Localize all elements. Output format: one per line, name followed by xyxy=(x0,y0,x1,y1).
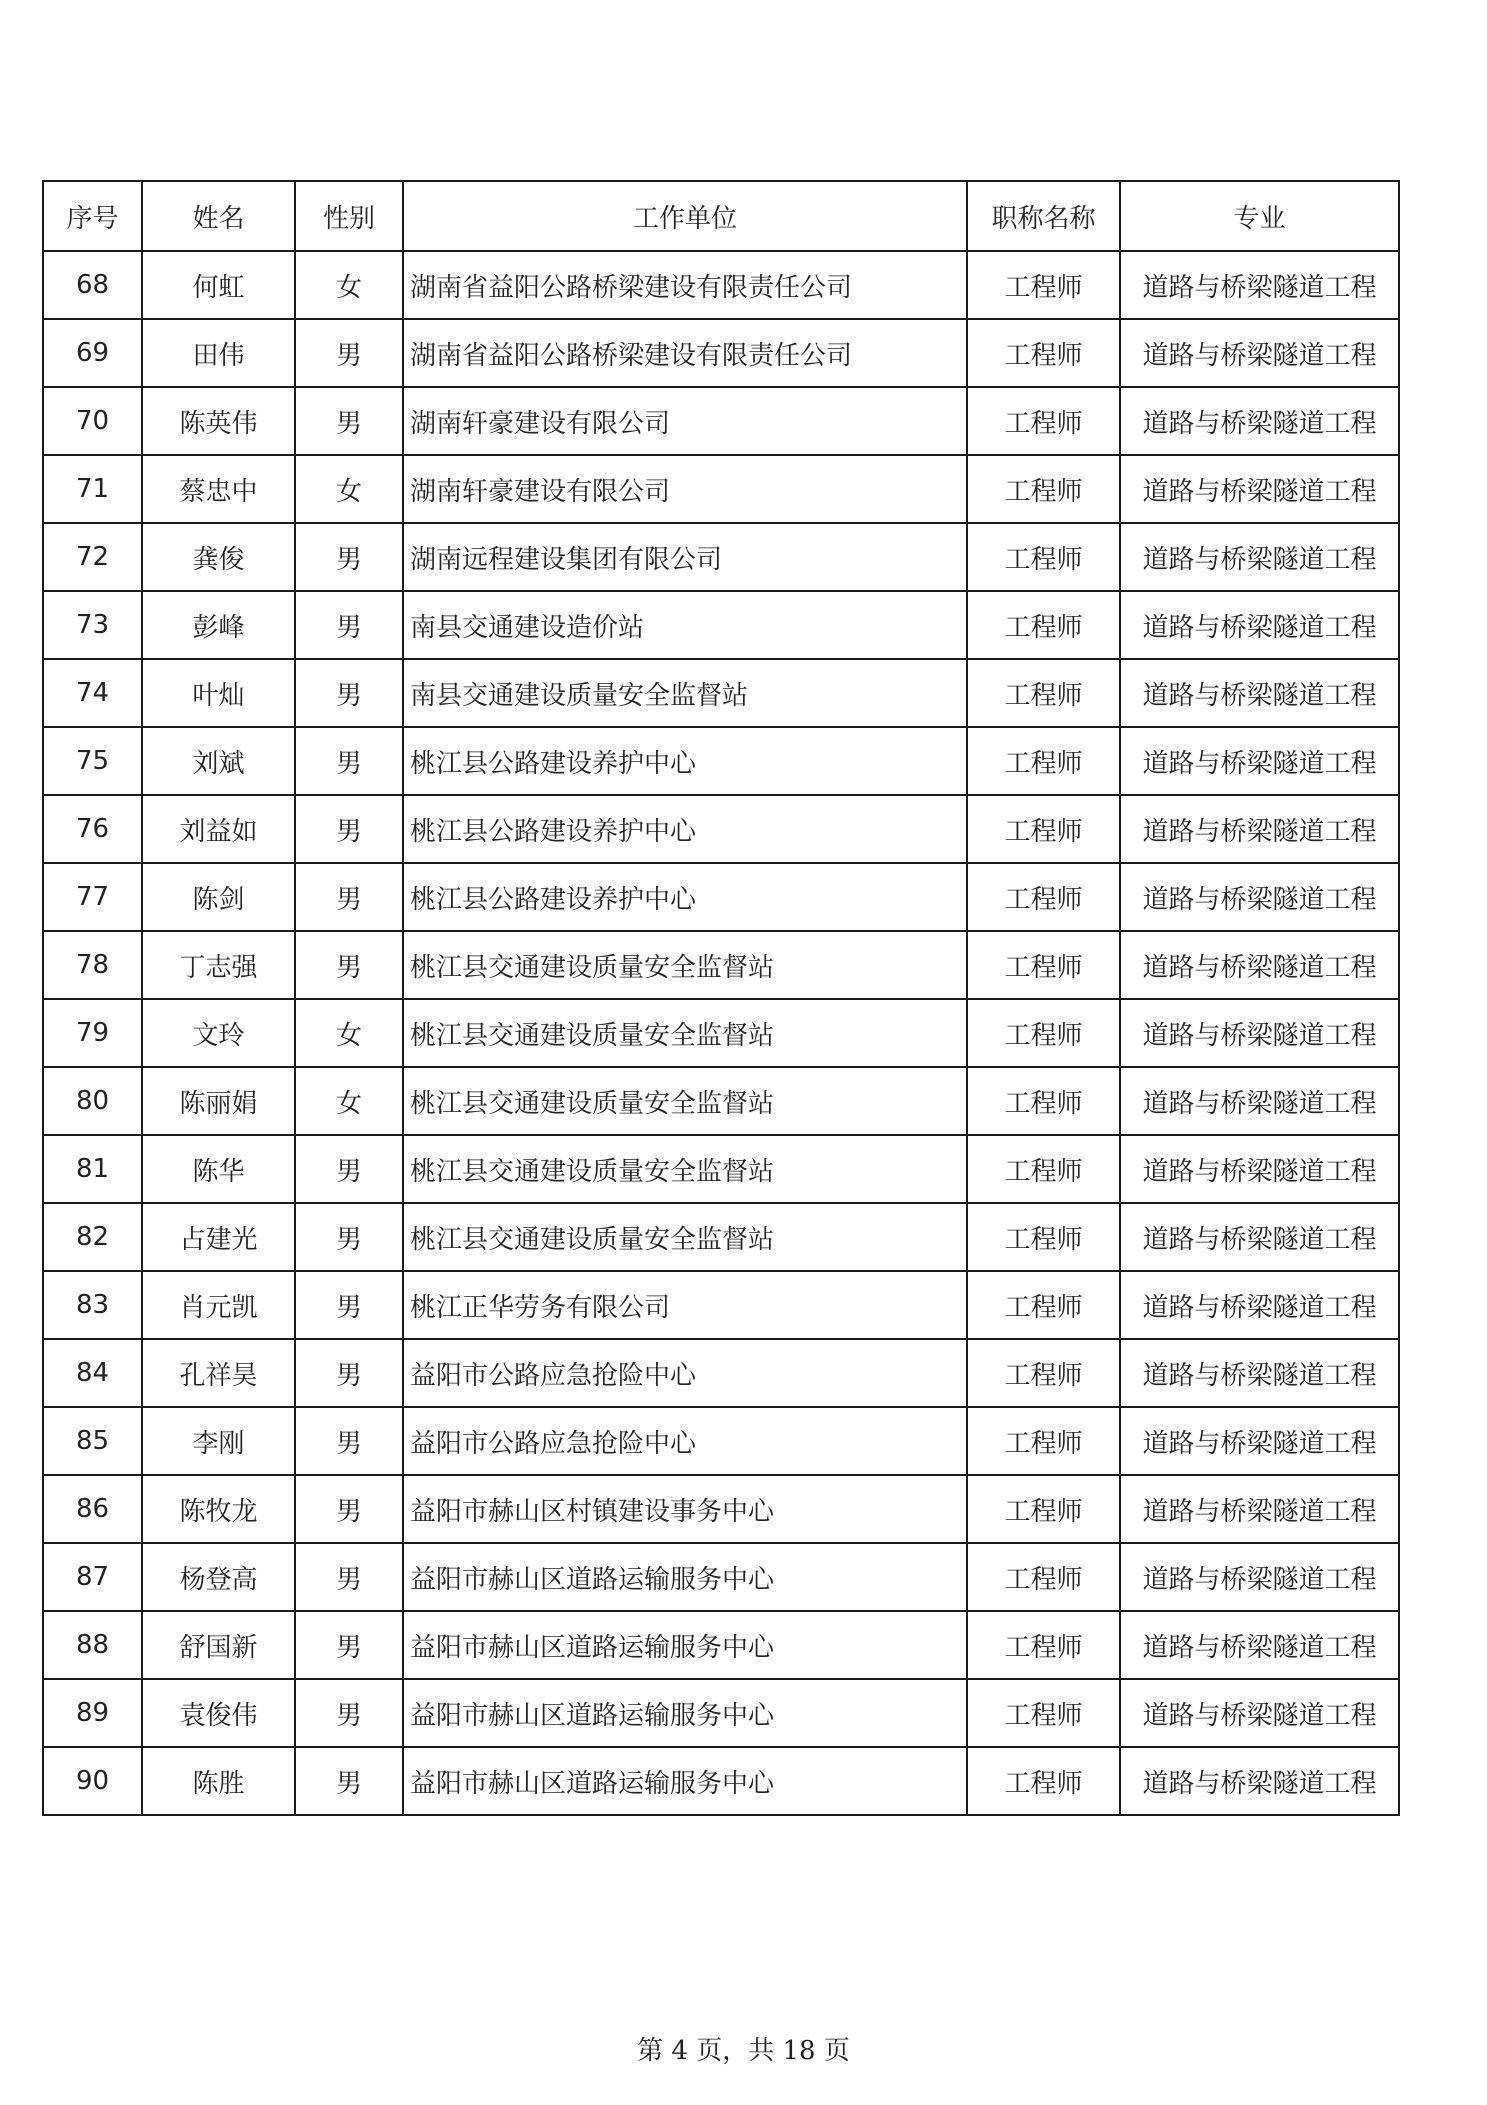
table-row xyxy=(43,1203,1399,1271)
cell-title: 工程师 xyxy=(967,455,1120,523)
cell-name: 刘斌 xyxy=(142,727,295,795)
cell-seq: 84 xyxy=(43,1339,142,1407)
table-row xyxy=(43,863,1399,931)
cell-title: 工程师 xyxy=(967,387,1120,455)
cell-seq: 73 xyxy=(43,591,142,659)
cell-name: 李刚 xyxy=(142,1407,295,1475)
cell-gender: 男 xyxy=(295,727,403,795)
cell-seq: 77 xyxy=(43,863,142,931)
cell-gender: 男 xyxy=(295,1339,403,1407)
cell-name: 陈丽娟 xyxy=(142,1067,295,1135)
cell-name: 何虹 xyxy=(142,251,295,319)
roster-table xyxy=(42,180,1400,1816)
cell-name: 陈华 xyxy=(142,1135,295,1203)
cell-name: 陈英伟 xyxy=(142,387,295,455)
cell-work-unit: 湖南省益阳公路桥梁建设有限责任公司 xyxy=(403,251,967,319)
cell-work-unit: 益阳市公路应急抢险中心 xyxy=(403,1407,967,1475)
cell-title: 工程师 xyxy=(967,999,1120,1067)
cell-title: 工程师 xyxy=(967,1747,1120,1815)
cell-name: 陈胜 xyxy=(142,1747,295,1815)
header-row xyxy=(43,181,1399,251)
cell-work-unit: 湖南远程建设集团有限公司 xyxy=(403,523,967,591)
cell-work-unit: 桃江县交通建设质量安全监督站 xyxy=(403,999,967,1067)
table-row xyxy=(43,591,1399,659)
table-row xyxy=(43,999,1399,1067)
cell-title: 工程师 xyxy=(967,795,1120,863)
cell-specialty: 道路与桥梁隧道工程 xyxy=(1120,1407,1399,1475)
cell-seq: 71 xyxy=(43,455,142,523)
cell-work-unit: 桃江县交通建设质量安全监督站 xyxy=(403,1067,967,1135)
cell-gender: 男 xyxy=(295,1543,403,1611)
cell-name: 占建光 xyxy=(142,1203,295,1271)
cell-name: 孔祥昊 xyxy=(142,1339,295,1407)
cell-seq: 81 xyxy=(43,1135,142,1203)
cell-gender: 男 xyxy=(295,659,403,727)
cell-seq: 74 xyxy=(43,659,142,727)
cell-gender: 男 xyxy=(295,931,403,999)
cell-specialty: 道路与桥梁隧道工程 xyxy=(1120,795,1399,863)
cell-work-unit: 桃江县公路建设养护中心 xyxy=(403,863,967,931)
cell-specialty: 道路与桥梁隧道工程 xyxy=(1120,659,1399,727)
cell-seq: 70 xyxy=(43,387,142,455)
cell-specialty: 道路与桥梁隧道工程 xyxy=(1120,319,1399,387)
cell-seq: 90 xyxy=(43,1747,142,1815)
cell-seq: 89 xyxy=(43,1679,142,1747)
table-row xyxy=(43,1475,1399,1543)
cell-work-unit: 益阳市公路应急抢险中心 xyxy=(403,1339,967,1407)
cell-gender: 男 xyxy=(295,1747,403,1815)
cell-seq: 86 xyxy=(43,1475,142,1543)
cell-work-unit: 益阳市赫山区道路运输服务中心 xyxy=(403,1679,967,1747)
cell-gender: 男 xyxy=(295,1271,403,1339)
cell-name: 龚俊 xyxy=(142,523,295,591)
cell-title: 工程师 xyxy=(967,1407,1120,1475)
cell-specialty: 道路与桥梁隧道工程 xyxy=(1120,455,1399,523)
header-gender: 性别 xyxy=(295,181,403,251)
cell-work-unit: 南县交通建设质量安全监督站 xyxy=(403,659,967,727)
cell-gender: 女 xyxy=(295,1067,403,1135)
cell-name: 袁俊伟 xyxy=(142,1679,295,1747)
cell-seq: 82 xyxy=(43,1203,142,1271)
cell-work-unit: 益阳市赫山区道路运输服务中心 xyxy=(403,1611,967,1679)
cell-seq: 83 xyxy=(43,1271,142,1339)
cell-name: 舒国新 xyxy=(142,1611,295,1679)
cell-seq: 72 xyxy=(43,523,142,591)
cell-gender: 女 xyxy=(295,455,403,523)
table-row xyxy=(43,795,1399,863)
cell-work-unit: 南县交通建设造价站 xyxy=(403,591,967,659)
cell-title: 工程师 xyxy=(967,931,1120,999)
cell-name: 文玲 xyxy=(142,999,295,1067)
table-row xyxy=(43,251,1399,319)
cell-gender: 男 xyxy=(295,523,403,591)
cell-gender: 女 xyxy=(295,251,403,319)
cell-title: 工程师 xyxy=(967,1543,1120,1611)
cell-specialty: 道路与桥梁隧道工程 xyxy=(1120,999,1399,1067)
cell-specialty: 道路与桥梁隧道工程 xyxy=(1120,251,1399,319)
cell-name: 陈牧龙 xyxy=(142,1475,295,1543)
cell-gender: 男 xyxy=(295,319,403,387)
cell-gender: 男 xyxy=(295,1407,403,1475)
cell-work-unit: 湖南轩豪建设有限公司 xyxy=(403,387,967,455)
table-row xyxy=(43,455,1399,523)
cell-name: 彭峰 xyxy=(142,591,295,659)
cell-title: 工程师 xyxy=(967,727,1120,795)
cell-title: 工程师 xyxy=(967,1475,1120,1543)
table-row xyxy=(43,727,1399,795)
cell-seq: 68 xyxy=(43,251,142,319)
table-header xyxy=(43,181,1399,251)
cell-title: 工程师 xyxy=(967,1679,1120,1747)
cell-specialty: 道路与桥梁隧道工程 xyxy=(1120,1543,1399,1611)
cell-gender: 男 xyxy=(295,795,403,863)
cell-work-unit: 桃江正华劳务有限公司 xyxy=(403,1271,967,1339)
table-row xyxy=(43,1135,1399,1203)
cell-work-unit: 湖南轩豪建设有限公司 xyxy=(403,455,967,523)
table-row xyxy=(43,1611,1399,1679)
cell-seq: 79 xyxy=(43,999,142,1067)
cell-title: 工程师 xyxy=(967,659,1120,727)
cell-title: 工程师 xyxy=(967,523,1120,591)
header-work-unit: 工作单位 xyxy=(403,181,967,251)
cell-gender: 女 xyxy=(295,999,403,1067)
cell-seq: 87 xyxy=(43,1543,142,1611)
cell-specialty: 道路与桥梁隧道工程 xyxy=(1120,1679,1399,1747)
table-row xyxy=(43,1271,1399,1339)
cell-gender: 男 xyxy=(295,387,403,455)
page-number: 第 4 页，共 18 页 xyxy=(637,2036,850,2066)
cell-name: 田伟 xyxy=(142,319,295,387)
cell-title: 工程师 xyxy=(967,863,1120,931)
table-row xyxy=(43,931,1399,999)
table-row xyxy=(43,1679,1399,1747)
cell-seq: 88 xyxy=(43,1611,142,1679)
table-row xyxy=(43,1339,1399,1407)
cell-specialty: 道路与桥梁隧道工程 xyxy=(1120,1611,1399,1679)
cell-name: 丁志强 xyxy=(142,931,295,999)
cell-gender: 男 xyxy=(295,591,403,659)
table-row xyxy=(43,523,1399,591)
cell-work-unit: 桃江县交通建设质量安全监督站 xyxy=(403,931,967,999)
cell-seq: 80 xyxy=(43,1067,142,1135)
cell-specialty: 道路与桥梁隧道工程 xyxy=(1120,1475,1399,1543)
cell-name: 杨登高 xyxy=(142,1543,295,1611)
cell-specialty: 道路与桥梁隧道工程 xyxy=(1120,931,1399,999)
cell-specialty: 道路与桥梁隧道工程 xyxy=(1120,863,1399,931)
cell-seq: 76 xyxy=(43,795,142,863)
cell-specialty: 道路与桥梁隧道工程 xyxy=(1120,1135,1399,1203)
cell-work-unit: 益阳市赫山区道路运输服务中心 xyxy=(403,1747,967,1815)
cell-work-unit: 桃江县公路建设养护中心 xyxy=(403,795,967,863)
cell-work-unit: 桃江县公路建设养护中心 xyxy=(403,727,967,795)
cell-specialty: 道路与桥梁隧道工程 xyxy=(1120,523,1399,591)
table-row xyxy=(43,319,1399,387)
cell-seq: 75 xyxy=(43,727,142,795)
cell-specialty: 道路与桥梁隧道工程 xyxy=(1120,1067,1399,1135)
cell-name: 叶灿 xyxy=(142,659,295,727)
cell-seq: 78 xyxy=(43,931,142,999)
cell-title: 工程师 xyxy=(967,1611,1120,1679)
cell-title: 工程师 xyxy=(967,1271,1120,1339)
table-row xyxy=(43,387,1399,455)
cell-work-unit: 湖南省益阳公路桥梁建设有限责任公司 xyxy=(403,319,967,387)
cell-work-unit: 益阳市赫山区村镇建设事务中心 xyxy=(403,1475,967,1543)
cell-specialty: 道路与桥梁隧道工程 xyxy=(1120,387,1399,455)
cell-name: 刘益如 xyxy=(142,795,295,863)
cell-seq: 69 xyxy=(43,319,142,387)
cell-seq: 85 xyxy=(43,1407,142,1475)
cell-specialty: 道路与桥梁隧道工程 xyxy=(1120,1339,1399,1407)
cell-gender: 男 xyxy=(295,1611,403,1679)
cell-title: 工程师 xyxy=(967,251,1120,319)
cell-name: 陈剑 xyxy=(142,863,295,931)
cell-title: 工程师 xyxy=(967,1339,1120,1407)
header-specialty: 专业 xyxy=(1120,181,1399,251)
cell-work-unit: 桃江县交通建设质量安全监督站 xyxy=(403,1203,967,1271)
table-row xyxy=(43,1067,1399,1135)
cell-specialty: 道路与桥梁隧道工程 xyxy=(1120,1203,1399,1271)
cell-gender: 男 xyxy=(295,863,403,931)
table-row xyxy=(43,1543,1399,1611)
table-row xyxy=(43,659,1399,727)
header-title: 职称名称 xyxy=(967,181,1120,251)
cell-gender: 男 xyxy=(295,1135,403,1203)
cell-work-unit: 桃江县交通建设质量安全监督站 xyxy=(403,1135,967,1203)
cell-name: 蔡忠中 xyxy=(142,455,295,523)
cell-title: 工程师 xyxy=(967,1067,1120,1135)
cell-specialty: 道路与桥梁隧道工程 xyxy=(1120,1271,1399,1339)
cell-title: 工程师 xyxy=(967,319,1120,387)
cell-specialty: 道路与桥梁隧道工程 xyxy=(1120,591,1399,659)
cell-title: 工程师 xyxy=(967,591,1120,659)
cell-gender: 男 xyxy=(295,1475,403,1543)
table-body xyxy=(43,251,1399,1815)
cell-work-unit: 益阳市赫山区道路运输服务中心 xyxy=(403,1543,967,1611)
table-row xyxy=(43,1747,1399,1815)
cell-gender: 男 xyxy=(295,1679,403,1747)
table-row xyxy=(43,1407,1399,1475)
cell-title: 工程师 xyxy=(967,1135,1120,1203)
header-name: 姓名 xyxy=(142,181,295,251)
cell-specialty: 道路与桥梁隧道工程 xyxy=(1120,1747,1399,1815)
cell-title: 工程师 xyxy=(967,1203,1120,1271)
header-seq: 序号 xyxy=(43,181,142,251)
cell-specialty: 道路与桥梁隧道工程 xyxy=(1120,727,1399,795)
cell-name: 肖元凯 xyxy=(142,1271,295,1339)
cell-gender: 男 xyxy=(295,1203,403,1271)
